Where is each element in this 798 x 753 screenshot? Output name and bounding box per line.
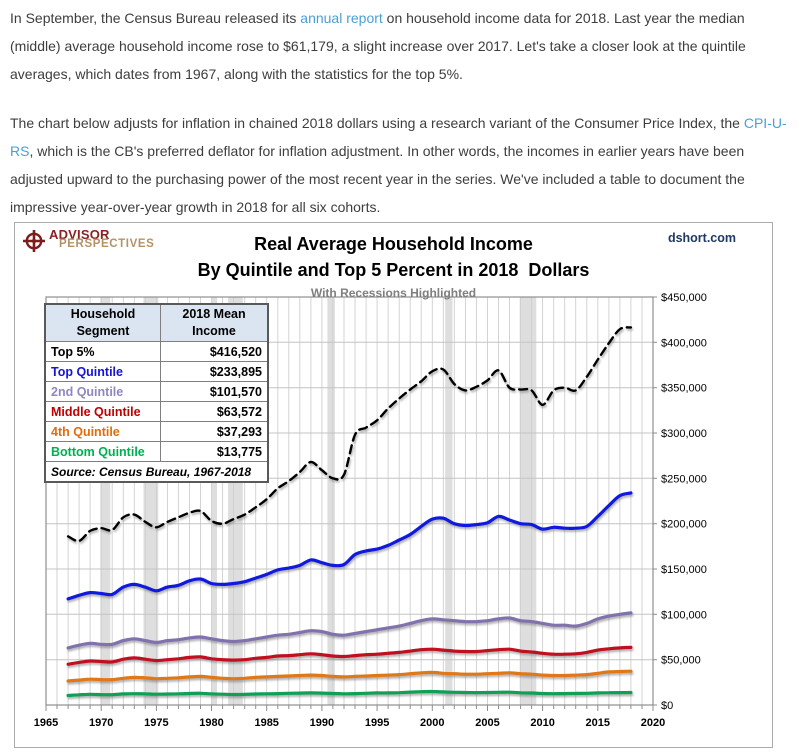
y-axis-label: $200,000: [661, 518, 707, 531]
x-axis-label: 1970: [88, 717, 114, 729]
legend-value-middle-quintile: $63,572: [161, 402, 269, 422]
chart-plot-area: [15, 223, 772, 747]
logo-advisor-text: ADVISOR: [49, 227, 110, 242]
y-axis-label: $350,000: [661, 382, 707, 395]
legend-row-4th-quintile: [45, 422, 268, 442]
paragraph-1-text: In September, the Census Bureau released its: [10, 10, 301, 26]
chart-title-line2: By Quintile and Top 5 Percent in 2018 Dollars: [197, 260, 590, 280]
advisor-perspectives-logo: [22, 229, 154, 258]
x-axis-label: 1985: [254, 717, 279, 729]
recession-band-4: [327, 297, 334, 705]
paragraph-1: [10, 4, 792, 88]
y-axis-label: $300,000: [661, 428, 707, 440]
x-axis-label: 2010: [530, 717, 555, 729]
recession-band-6: [520, 297, 537, 705]
paragraph-2-text-cont: , which is the CB's preferred deflator for inflation adjustment. In other words, the incomes in earlier years have been adjusted upward to the purchasing power of the most recent year in the series. We've included a table to document the impressive year-over-year growth in 2018 for all six cohorts.: [10, 143, 745, 215]
legend-row-middle-quintile: [45, 402, 268, 422]
y-axis-label: $450,000: [661, 292, 707, 304]
recession-band-5: [445, 297, 452, 705]
y-axis-label: $100,000: [661, 609, 707, 622]
legend-value-bottom-quintile: $13,775: [161, 442, 269, 462]
legend-header-row: [45, 304, 268, 342]
chart-image: [14, 222, 773, 748]
legend-row-top-5: [45, 342, 268, 362]
legend-source-row: [45, 462, 268, 483]
legend-value-2nd-quintile: $101,570: [161, 382, 269, 402]
paragraph-1-text-cont: on household income data for 2018. Last year the median (middle) average household income rose to $61,179, a slight increase over 2017. Let's take a closer look at the quintile averages, which dates from 1967, along with the statistics for the top 5%.: [10, 10, 746, 82]
legend-label-2nd-quintile: 2nd Quintile: [45, 382, 161, 402]
compass-icon: [22, 229, 46, 258]
legend-row-bottom-quintile: [45, 442, 268, 462]
x-axis-label: 2005: [475, 717, 500, 729]
legend-row-top-quintile: [45, 362, 268, 382]
legend-label-top-quintile: Top Quintile: [45, 362, 161, 382]
x-axis-label: 1965: [33, 717, 59, 729]
x-axis-label: 1980: [199, 717, 224, 729]
x-axis-label: 2020: [640, 717, 666, 729]
paragraph-2-text: The chart below adjusts for inflation in chained 2018 dollars using a research variant of the Consumer Price Index, the: [10, 115, 744, 131]
legend-label-4th-quintile: 4th Quintile: [45, 422, 161, 442]
site-label: dshort.com: [667, 231, 736, 245]
legend-label-top-5: Top 5%: [45, 342, 161, 362]
legend-col2-header: 2018 Mean Income: [161, 304, 269, 342]
cpi-u-rs-link[interactable]: CPI-U-RS: [10, 115, 787, 159]
legend-label-middle-quintile: Middle Quintile: [45, 402, 161, 422]
y-axis-label: $0: [661, 700, 674, 712]
legend-table: [44, 303, 269, 483]
article-text: [10, 4, 792, 242]
y-axis-label: $150,000: [661, 564, 707, 576]
x-axis-label: 1975: [144, 717, 169, 729]
legend-col1-header: Household Segment: [45, 304, 161, 342]
legend-value-top-5: $416,520: [161, 342, 269, 362]
paragraph-2: [10, 109, 792, 221]
legend-source: Source: Census Bureau, 1967-2018: [45, 462, 268, 483]
chart-title: Real Average Household Income: [254, 234, 533, 254]
legend-value-top-quintile: $233,895: [161, 362, 269, 382]
legend-value-4th-quintile: $37,293: [161, 422, 269, 442]
x-axis-label: 1995: [364, 717, 390, 729]
x-axis-label: 1990: [309, 717, 335, 729]
legend-row-2nd-quintile: [45, 382, 268, 402]
x-axis-label: 2000: [420, 717, 445, 729]
legend-label-bottom-quintile: Bottom Quintile: [45, 442, 161, 462]
chart-subtitle: With Recessions Highlighted: [310, 286, 477, 300]
y-axis-label: $250,000: [661, 473, 707, 486]
y-axis-label: $50,000: [661, 654, 701, 667]
x-axis-label: 2015: [585, 717, 611, 729]
annual-report-link[interactable]: annual report: [300, 10, 383, 26]
logo-perspectives-text: PERSPECTIVES: [59, 238, 155, 250]
y-axis-label: $400,000: [661, 337, 707, 350]
